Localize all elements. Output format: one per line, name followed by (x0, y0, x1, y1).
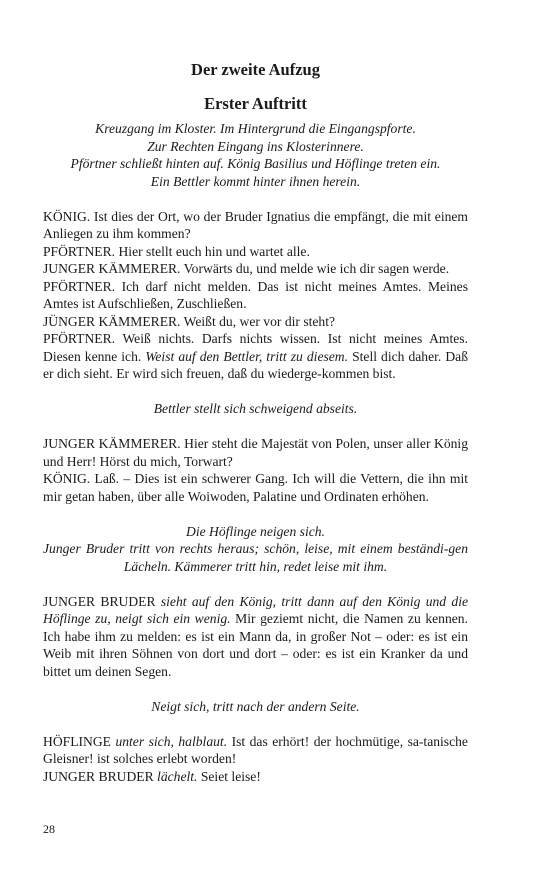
setting-line-2: Zur Rechten Eingang ins Klosterinnere. (147, 138, 364, 154)
stage-direction-young-brother: Junger Bruder tritt von rechts heraus; schön, leise, mit einem beständi-gen Lächeln. Kämmerer tritt hin, redet leise mit ihm. (43, 541, 468, 574)
scene-heading: Erster Auftritt (204, 94, 307, 113)
setting-line-1: Kreuzgang im Kloster. Im Hintergrund die Eingangspforte. (95, 121, 416, 136)
setting-line-3: Pförtner schließt hinten auf. König Basilius und Höflinge treten ein. (70, 156, 441, 171)
speech-koenig-2: KÖNIG. Laß. – Dies ist ein schwerer Gang. Ich will die Vettern, die ihn mit mir getan haben, über alle Woiwoden, Palatine und Ordinaten erhöhen. (43, 471, 468, 504)
stage-direction-bow: Neigt sich, tritt nach der andern Seite. (151, 698, 360, 714)
speech-kaemmerer-2: JÜNGER KÄMMERER. Weißt du, wer vor dir steht? (43, 313, 336, 329)
stage-direction-courtiers: Die Höflinge neigen sich. (186, 523, 325, 539)
speech-junger-bruder-1: JUNGER BRUDER sieht auf den König, tritt dann auf den König und die Höflinge zu, neigt sich ein wenig. Mir geziemt nicht, die Namen zu kennen. Ich habe ihm zu melden: es ist ein Mann da, in großer Not – oder: es ist ein Weib mit ihren Söhnen von dort und dort – oder: es ist ein Kranker da und bittet um deinen Segen. (43, 593, 468, 679)
stage-direction-beggar: Bettler stellt sich schweigend abseits. (153, 401, 358, 416)
speech-pfoertner-1: PFÖRTNER. Hier stellt euch hin und wartet alle. (43, 243, 310, 259)
speech-koenig-1: KÖNIG. Ist dies der Ort, wo der Bruder Ignatius die empfängt, die mit einem Anliegen zu ihm kommen? (43, 208, 468, 241)
speech-pfoertner-3: PFÖRTNER. Weiß nichts. Darfs nichts wissen. Ist nicht meines Amtes. Diesen kenne ich. Weist auf den Bettler, tritt zu diesem. Stell dich daher. Daß er dich sieht. Er wird sich freuen, daß du wiederge-kommen bist. (43, 331, 468, 381)
speech-hoeflinge: HÖFLINGE unter sich, halblaut. Ist das erhört! der hochmütige, sa-tanische Gleisner! ist solches erlebt worden! (43, 733, 468, 766)
setting-line-4: Ein Bettler kommt hinter ihnen herein. (150, 173, 361, 189)
speech-kaemmerer-3: JUNGER KÄMMERER. Hier steht die Majestät von Polen, unser aller König und Herr! Hörst du mich, Torwart? (43, 436, 468, 469)
act-heading: Der zweite Aufzug (191, 60, 320, 79)
page-number: 28 (43, 822, 55, 836)
speech-pfoertner-2: PFÖRTNER. Ich darf nicht melden. Das ist nicht meines Amtes. Meines Amtes ist Aufschließen, Zuschließen. (43, 278, 468, 311)
speech-kaemmerer-1: JUNGER KÄMMERER. Vorwärts du, und melde wie ich dir sagen werde. (43, 261, 450, 276)
text-body (43, 120, 468, 785)
speech-junger-bruder-2: JUNGER BRUDER lächelt. Seiet leise! (43, 768, 261, 784)
setting-direction (43, 120, 468, 190)
